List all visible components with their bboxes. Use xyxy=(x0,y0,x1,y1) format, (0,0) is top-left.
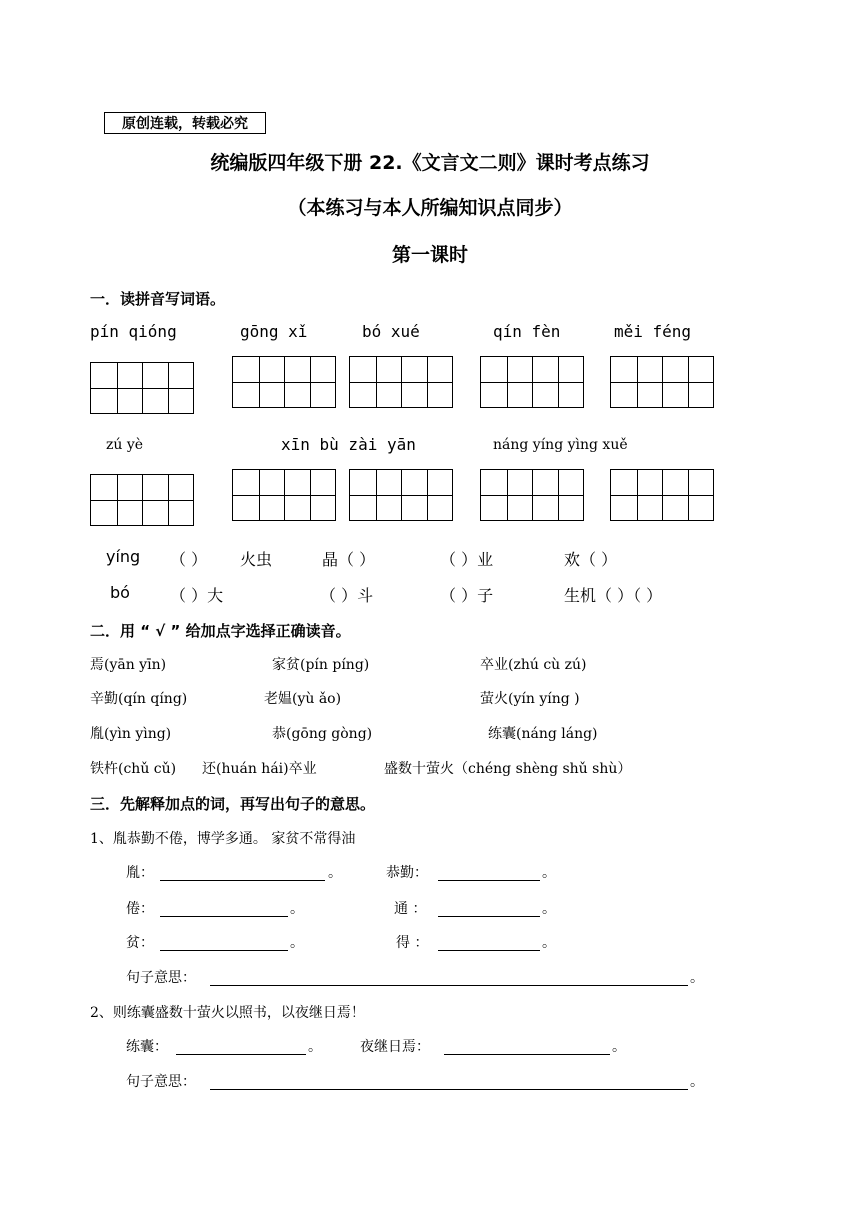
poly-word: （ ）大 xyxy=(170,586,224,605)
poly-word: 生机（ ）（ ） xyxy=(564,586,663,605)
section1-heading: 一．读拼音写词语。 xyxy=(90,290,226,308)
period: 。 xyxy=(690,970,704,986)
poly-word: 晶（ ） xyxy=(322,550,376,569)
section2-heading: 二．用 “ √ ” 给加点字选择正确读音。 xyxy=(90,622,351,640)
lesson-label: 第一课时 xyxy=(391,244,468,266)
answer-line[interactable] xyxy=(438,898,540,917)
answer-line[interactable] xyxy=(160,898,288,917)
period: 。 xyxy=(690,1074,704,1090)
poly-word: （ ）子 xyxy=(440,586,494,605)
writing-grid[interactable] xyxy=(90,474,194,526)
writing-grid[interactable] xyxy=(349,356,453,408)
poly-word: （ ）斗 xyxy=(320,586,374,605)
period: 。 xyxy=(542,935,556,951)
meaning-label: 句子意思： xyxy=(126,1074,196,1090)
writing-grid[interactable] xyxy=(480,356,584,408)
answer-line[interactable] xyxy=(438,932,540,951)
term-label: 通 ： xyxy=(394,901,427,917)
writing-grid[interactable] xyxy=(610,356,714,408)
meaning-label: 句子意思： xyxy=(126,970,196,986)
reading-item[interactable]: 焉(yān yīn) xyxy=(90,657,167,673)
answer-line[interactable] xyxy=(210,1071,688,1090)
poly-yin-2: bó xyxy=(110,583,130,602)
poly-yin-1: yíng xyxy=(106,547,141,566)
answer-line[interactable] xyxy=(444,1036,610,1055)
period: 。 xyxy=(612,1039,626,1055)
pinyin-6: zú yè xyxy=(106,437,144,453)
pinyin-4: qín fèn xyxy=(493,322,561,341)
reading-item[interactable]: 萤火(yín yíng ) xyxy=(480,691,580,707)
period: 。 xyxy=(290,901,304,917)
poly-word: （ ）业 xyxy=(440,550,494,569)
blank[interactable]: （ ） xyxy=(170,550,208,569)
pinyin-2: gōng xǐ xyxy=(240,322,308,341)
period: 。 xyxy=(542,901,556,917)
writing-grid[interactable] xyxy=(90,362,194,414)
page-title: 统编版四年级下册 22.《文言文二则》课时考点练习 xyxy=(210,152,650,174)
answer-line[interactable] xyxy=(160,932,288,951)
poly-word: 欢（ ） xyxy=(564,550,618,569)
period: 。 xyxy=(328,865,342,881)
reading-item[interactable]: 卒业(zhú cù zú) xyxy=(480,657,587,673)
term-label: 夜继日焉： xyxy=(360,1039,430,1055)
period: 。 xyxy=(542,865,556,881)
writing-grid[interactable] xyxy=(232,356,336,408)
page-subtitle: （本练习与本人所编知识点同步） xyxy=(287,197,573,219)
question-1: 1、胤恭勤不倦，博学多通。 家贫不常得油 xyxy=(90,831,356,847)
term-label: 练囊： xyxy=(126,1039,168,1055)
poly-word: 火虫 xyxy=(240,550,273,569)
section3-heading: 三．先解释加点的词，再写出句子的意思。 xyxy=(90,795,376,813)
reading-item[interactable]: 盛数十萤火（chéng shèng shǔ shù） xyxy=(384,761,632,777)
answer-line[interactable] xyxy=(176,1036,306,1055)
term-label: 恭勤： xyxy=(386,865,428,881)
term-label: 胤： xyxy=(126,865,154,881)
reading-item[interactable]: 家贫(pín píng) xyxy=(272,657,370,673)
reading-item[interactable]: 老媪(yù ǎo) xyxy=(264,691,342,707)
pinyin-5: měi féng xyxy=(614,322,692,341)
writing-grid[interactable] xyxy=(480,469,584,521)
reading-item[interactable]: 辛勤(qín qíng) xyxy=(90,691,188,707)
reading-item[interactable]: 铁杵(chǔ cǔ) xyxy=(90,761,177,777)
reading-item[interactable]: 还(huán hái)卒业 xyxy=(202,761,317,777)
term-label: 得 ： xyxy=(396,935,429,951)
question-2: 2、则练囊盛数十萤火以照书，以夜继日焉！ xyxy=(90,1005,365,1021)
pinyin-1: pín qióng xyxy=(90,322,177,341)
reading-item[interactable]: 练囊(náng láng) xyxy=(488,726,598,742)
answer-line[interactable] xyxy=(438,862,540,881)
pinyin-8: náng yíng yìng xuě xyxy=(493,437,628,453)
answer-line[interactable] xyxy=(160,862,325,881)
writing-grid[interactable] xyxy=(232,469,336,521)
copyright-stamp: 原创连载，转载必究 xyxy=(104,112,266,134)
pinyin-3: bó xué xyxy=(362,322,420,341)
term-label: 倦： xyxy=(126,901,154,917)
period: 。 xyxy=(308,1039,322,1055)
writing-grid[interactable] xyxy=(610,469,714,521)
term-label: 贫： xyxy=(126,935,154,951)
reading-item[interactable]: 恭(gōng gòng) xyxy=(272,726,373,742)
answer-line[interactable] xyxy=(210,967,688,986)
period: 。 xyxy=(290,935,304,951)
reading-item[interactable]: 胤(yìn yìng) xyxy=(90,726,172,742)
writing-grid[interactable] xyxy=(349,469,453,521)
pinyin-7: xīn bù zài yān xyxy=(281,435,416,454)
